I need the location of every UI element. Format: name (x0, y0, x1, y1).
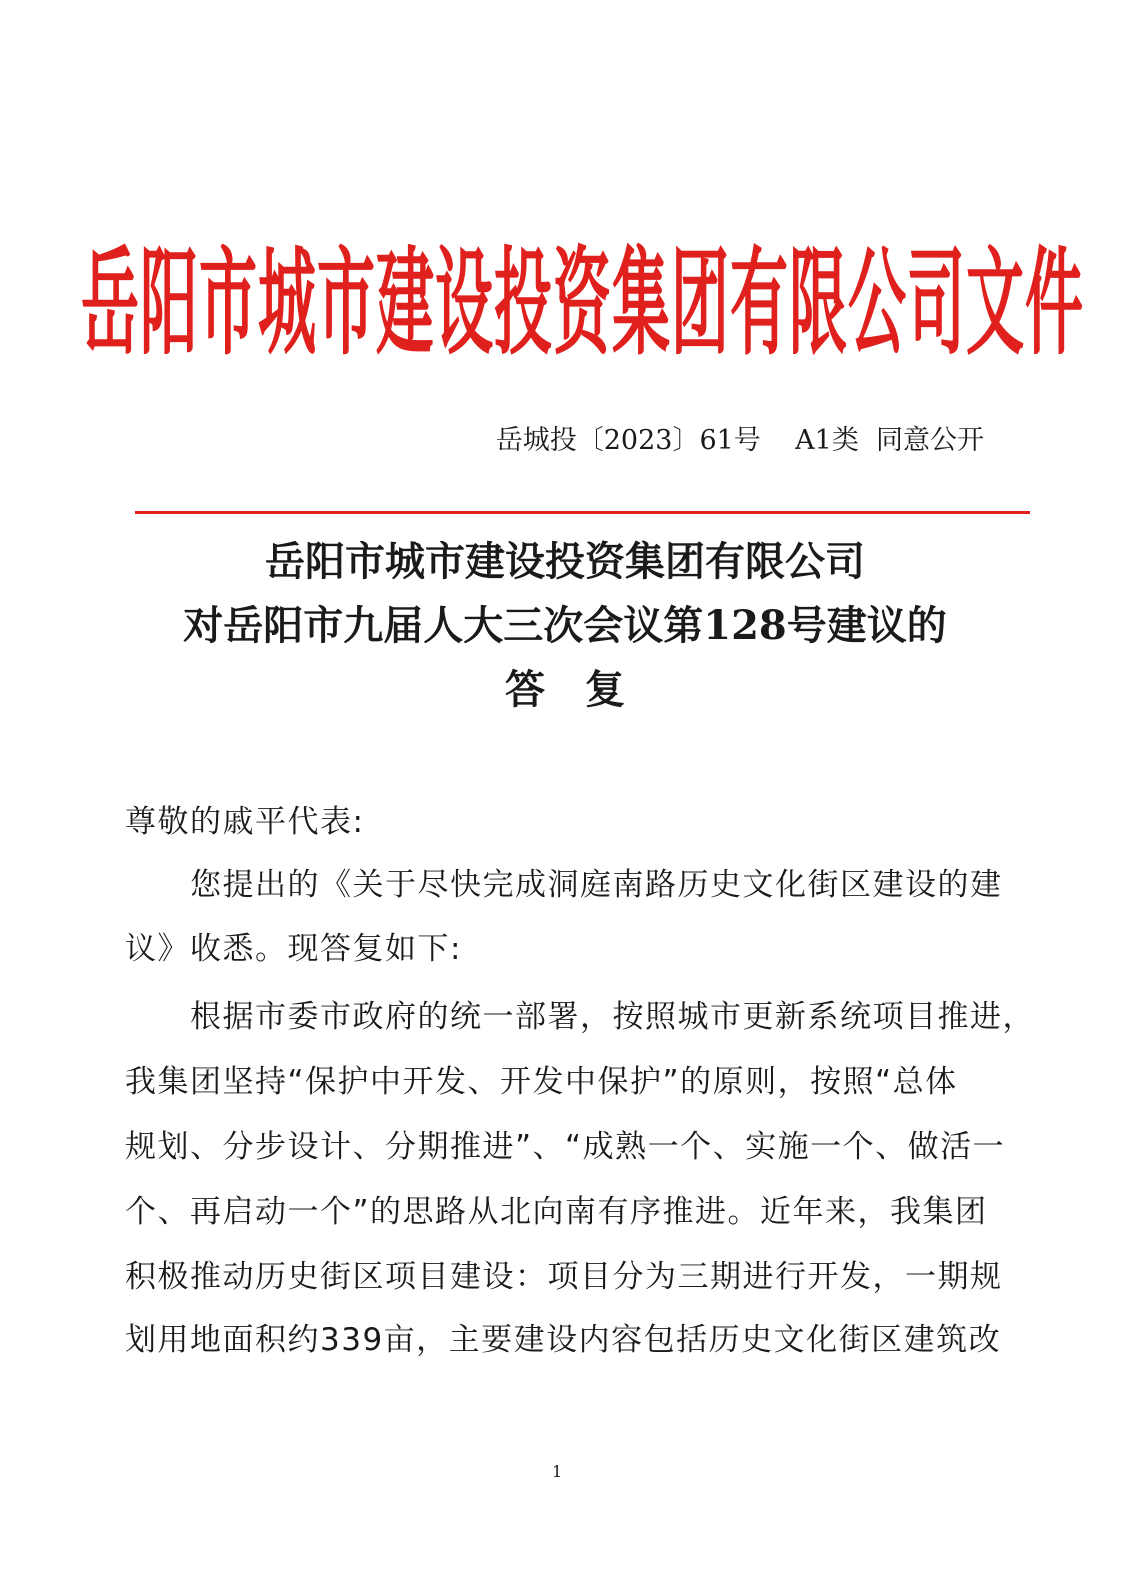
issuer-banner (81, 228, 1085, 371)
body-line: 积极推动历史街区项目建设：项目分为三期进行开发，一期规 (125, 1259, 1003, 1295)
title-line-3: 答 复 (505, 666, 625, 713)
body-line: 个、再启动一个”的思路从北向南有序推进。近年来，我集团 (125, 1194, 988, 1230)
body-line: 根据市委市政府的统一部署，按照城市更新系统项目推进， (190, 999, 1035, 1035)
title-line-1: 岳阳市城市建设投资集团有限公司 (265, 538, 865, 585)
classification: A1类 同意公开 (795, 425, 984, 456)
salutation: 尊敬的戚平代表: (125, 804, 365, 840)
body-line: 您提出的《关于尽快完成洞庭南路历史文化街区建设的建 (190, 867, 1003, 903)
red-divider (135, 511, 1030, 514)
body-line: 规划、分步设计、分期推进”、“成熟一个、实施一个、做活一 (125, 1129, 1006, 1165)
body-line: 议》收悉。现答复如下: (125, 931, 462, 967)
issuer-banner-text: 岳阳市城市建设投资集团有限公司文件 (81, 235, 1085, 371)
document-number-line (496, 418, 984, 457)
body-line: 划用地面积约339亩，主要建设内容包括历史文化街区建筑改 (125, 1322, 1002, 1358)
title-line-2: 对岳阳市九届人大三次会议第128号建议的 (183, 602, 947, 649)
page-number: 1 (552, 1462, 563, 1481)
body-line: 我集团坚持“保护中开发、开发中保护”的原则，按照“总体 (125, 1064, 958, 1100)
document-number: 岳城投〔2023〕61号 (495, 425, 761, 456)
